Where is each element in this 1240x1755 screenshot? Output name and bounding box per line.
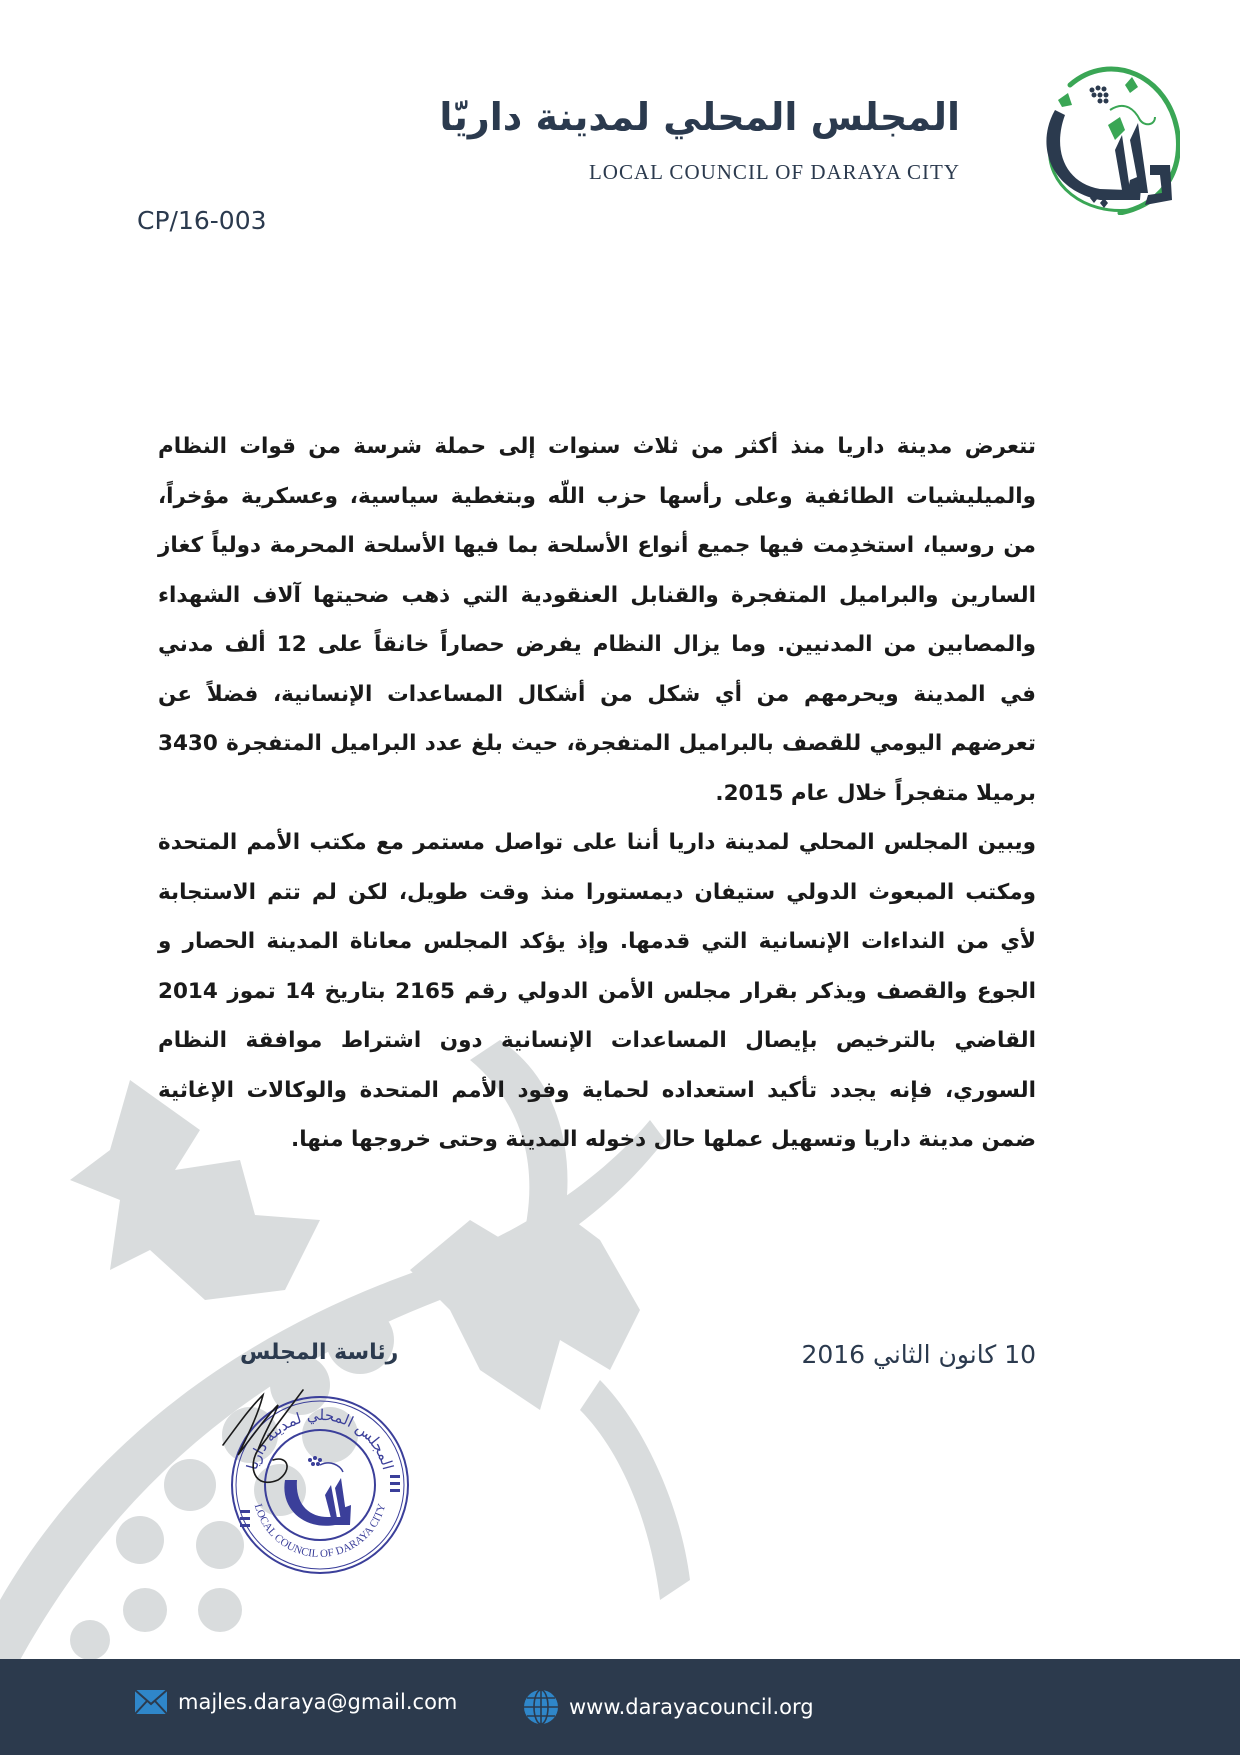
stamp-text-english: LOCAL COUNCIL OF DARAYA CITY bbox=[251, 1502, 389, 1561]
globe-icon bbox=[523, 1689, 559, 1725]
email-link[interactable]: majles.daraya@gmail.com bbox=[178, 1690, 458, 1714]
stamp-text-arabic: المجلس المحلي لمدينة داريا bbox=[243, 1405, 397, 1472]
footer-email[interactable] bbox=[134, 1689, 457, 1715]
organization-name-arabic: المجلس المحلي لمدينة داريّا bbox=[439, 95, 960, 139]
organization-name-english: LOCAL COUNCIL OF DARAYA CITY bbox=[588, 160, 960, 184]
document-date: 10 كانون الثاني 2016 bbox=[801, 1340, 1036, 1369]
body-paragraph-1: تتعرض مدينة داريا منذ أكثر من ثلاث سنوات إلى حملة شرسة من قوات النظام والميليشيات الطائفية وعلى رأسها حزب اللّه وبتغطية سياسية، وعسكرية مؤخراً، من روسيا، استخدِمت فيها جميع أنواع الأسلحة بما فيها الأسلحة المحرمة دولياً كغاز السارين والبراميل المتفجرة والقنابل العنقودية التي ذهب ضحيتها آلاف الشهداء والمصابين من المدنيين. وما يزال النظام يفرض حصاراً خانقاً على 12 ألف مدني في المدينة ويحرمهم من أي شكل من أشكال المساعدات الإنسانية، فضلاً عن تعرضهم اليومي للقصف بالبراميل المتفجرة، حيث بلغ عدد البراميل المتفجرة 3430 برميلا متفجراً خلال عام 2015. bbox=[158, 434, 1036, 806]
signer-title: رئاسة المجلس bbox=[240, 1340, 399, 1365]
daraya-logo-icon bbox=[1030, 55, 1180, 215]
footer-website[interactable] bbox=[523, 1689, 814, 1725]
document-reference-number: CP/16-003 bbox=[137, 206, 267, 235]
website-link[interactable]: www.darayacouncil.org bbox=[569, 1695, 814, 1719]
handwritten-signature bbox=[218, 1385, 328, 1495]
envelope-icon bbox=[134, 1689, 168, 1715]
body-paragraph-2: ويبين المجلس المحلي لمدينة داريا أننا على تواصل مستمر مع مكتب الأمم المتحدة ومكتب المبعوث الدولي ستيفان ديمستورا منذ وقت طويل، لكن لم تتم الاستجابة لأي من النداءات الإنسانية التي قدمها. وإذ يؤكد المجلس معاناة المدينة الحصار و الجوع والقصف ويذكر بقرار مجلس الأمن الدولي رقم 2165 بتاريخ 14 تموز 2014 القاضي بالترخيص بإيصال المساعدات الإنسانية دون اشتراط موافقة النظام السوري، فإنه يجدد تأكيد استعداده لحماية وفود الأمم المتحدة والوكالات الإغاثية ضمن مدينة داريا وتسهيل عملها حال دخوله المدينة وحتى خروجها منها. bbox=[158, 830, 1036, 1152]
footer-bar bbox=[0, 1659, 1240, 1755]
